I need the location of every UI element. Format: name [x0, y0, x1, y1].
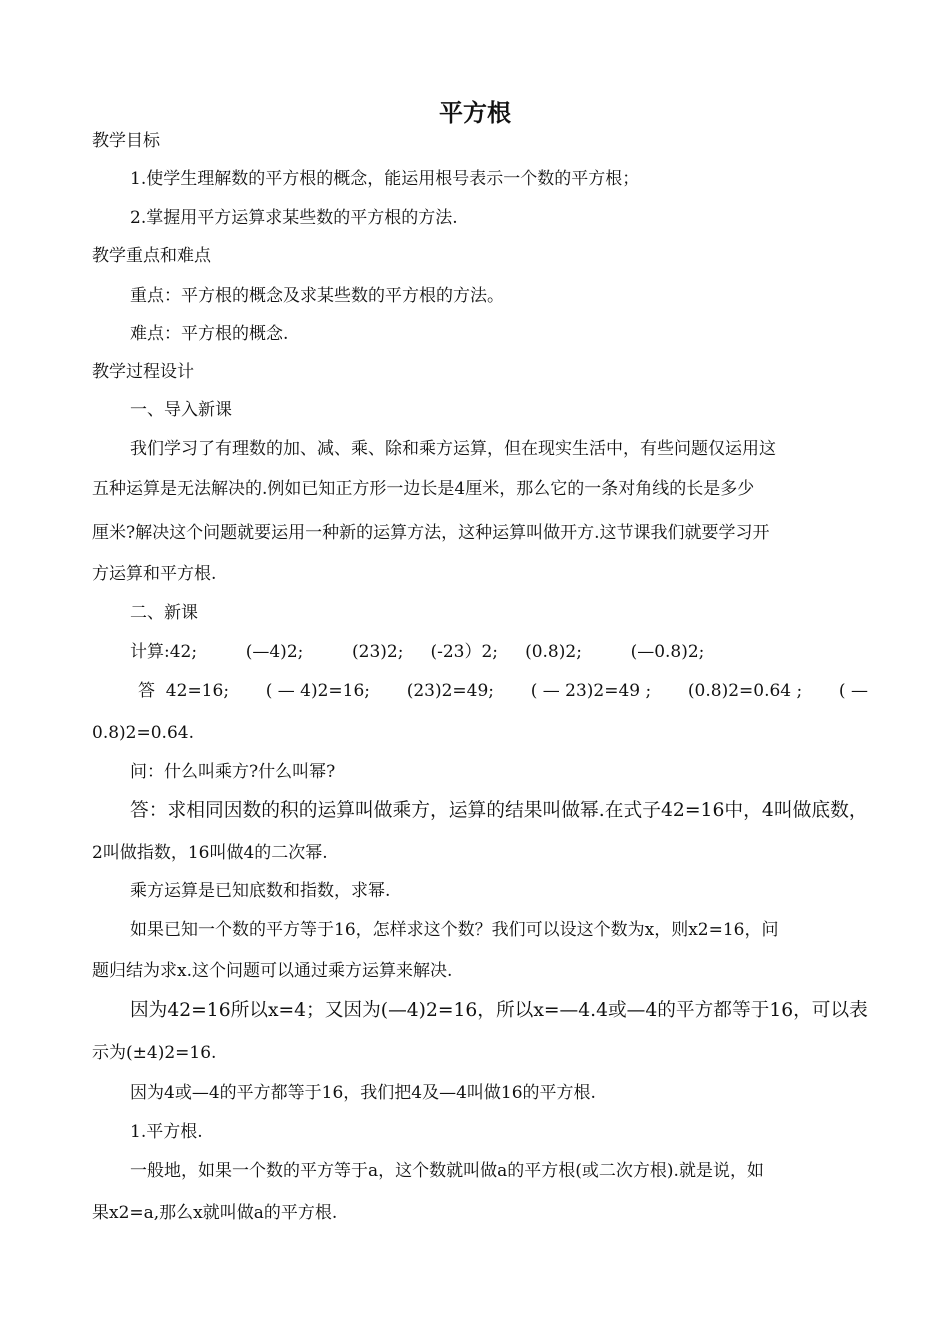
section1-line-4: 方运算和平方根.	[92, 564, 217, 584]
calc-item: 计算:42;	[130, 642, 198, 662]
calc-item: (—0.8)2;	[630, 642, 705, 662]
focus-heading: 教学重点和难点	[92, 246, 211, 266]
answer-item: ( —	[838, 681, 868, 701]
para3-text: 因为4或—4的平方都等于16，我们把4及—4叫做16的平方根.	[130, 1083, 596, 1103]
answer-item: 答 42=16;	[138, 681, 230, 701]
answer-line-2: 2叫做指数，16叫做4的二次幂.	[92, 843, 328, 863]
calc-row	[130, 639, 704, 665]
difficulty-text: 难点：平方根的概念.	[130, 324, 289, 344]
answer-row	[138, 678, 868, 704]
para2-line-1: 因为42=16所以x=4；又因为(—4)2=16，所以x=—4.4或—4的平方都等于16，可以表	[130, 1000, 868, 1021]
goal-item-2: 2.掌握用平方运算求某些数的平方根的方法.	[130, 208, 458, 228]
calc-item: (0.8)2;	[525, 642, 582, 662]
section1-line-3: 厘米?解决这个问题就要运用一种新的运算方法，这种运算叫做开方.这节课我们就要学习开	[92, 523, 770, 543]
para1-line-2: 题归结为求x.这个问题可以通过乘方运算来解决.	[92, 961, 453, 981]
section1-line-1: 我们学习了有理数的加、减、乘、除和乘方运算，但在现实生活中，有些问题仅运用这	[130, 439, 776, 459]
para2-line-2: 示为(±4)2=16.	[92, 1043, 217, 1063]
answer-line-1: 答：求相同因数的积的运算叫做乘方，运算的结果叫做幂.在式子42=16中，4叫做底数，	[130, 800, 868, 821]
definition-line-1: 一般地，如果一个数的平方等于a，这个数就叫做a的平方根(或二次方根).就是说，如	[130, 1161, 764, 1181]
calc-item: (-23）2;	[430, 642, 499, 662]
answer-item: (0.8)2=0.64 ;	[687, 681, 803, 701]
question-text: 问：什么叫乘方?什么叫幂?	[130, 762, 336, 782]
answer-item: ( — 4)2=16;	[265, 681, 371, 701]
process-heading: 教学过程设计	[92, 362, 194, 382]
subsection1-heading: 1.平方根.	[130, 1122, 203, 1142]
section2-heading: 二、新课	[130, 603, 198, 623]
calc-item: (23)2;	[352, 642, 404, 662]
goals-heading: 教学目标	[92, 131, 160, 151]
focus-text: 重点：平方根的概念及求某些数的平方根的方法。	[130, 286, 504, 306]
answer-item: ( — 23)2=49 ;	[530, 681, 652, 701]
definition-line-2: 果x2=a,那么x就叫做a的平方根.	[92, 1203, 338, 1223]
calc-item: (—4)2;	[245, 642, 304, 662]
answer-item: (23)2=49;	[406, 681, 495, 701]
section1-heading: 一、导入新课	[130, 400, 232, 420]
section1-line-2: 五种运算是无法解决的.例如已知正方形一边长是4厘米，那么它的一条对角线的长是多少	[92, 479, 755, 499]
power-op-text: 乘方运算是已知底数和指数，求幂.	[130, 881, 391, 901]
page-title: 平方根	[439, 98, 511, 127]
answer-continuation: 0.8)2=0.64.	[92, 723, 194, 743]
para1-line-1: 如果已知一个数的平方等于16，怎样求这个数？我们可以设这个数为x，则x2=16，问	[130, 920, 779, 940]
goal-item-1: 1.使学生理解数的平方根的概念，能运用根号表示一个数的平方根；	[130, 169, 640, 189]
